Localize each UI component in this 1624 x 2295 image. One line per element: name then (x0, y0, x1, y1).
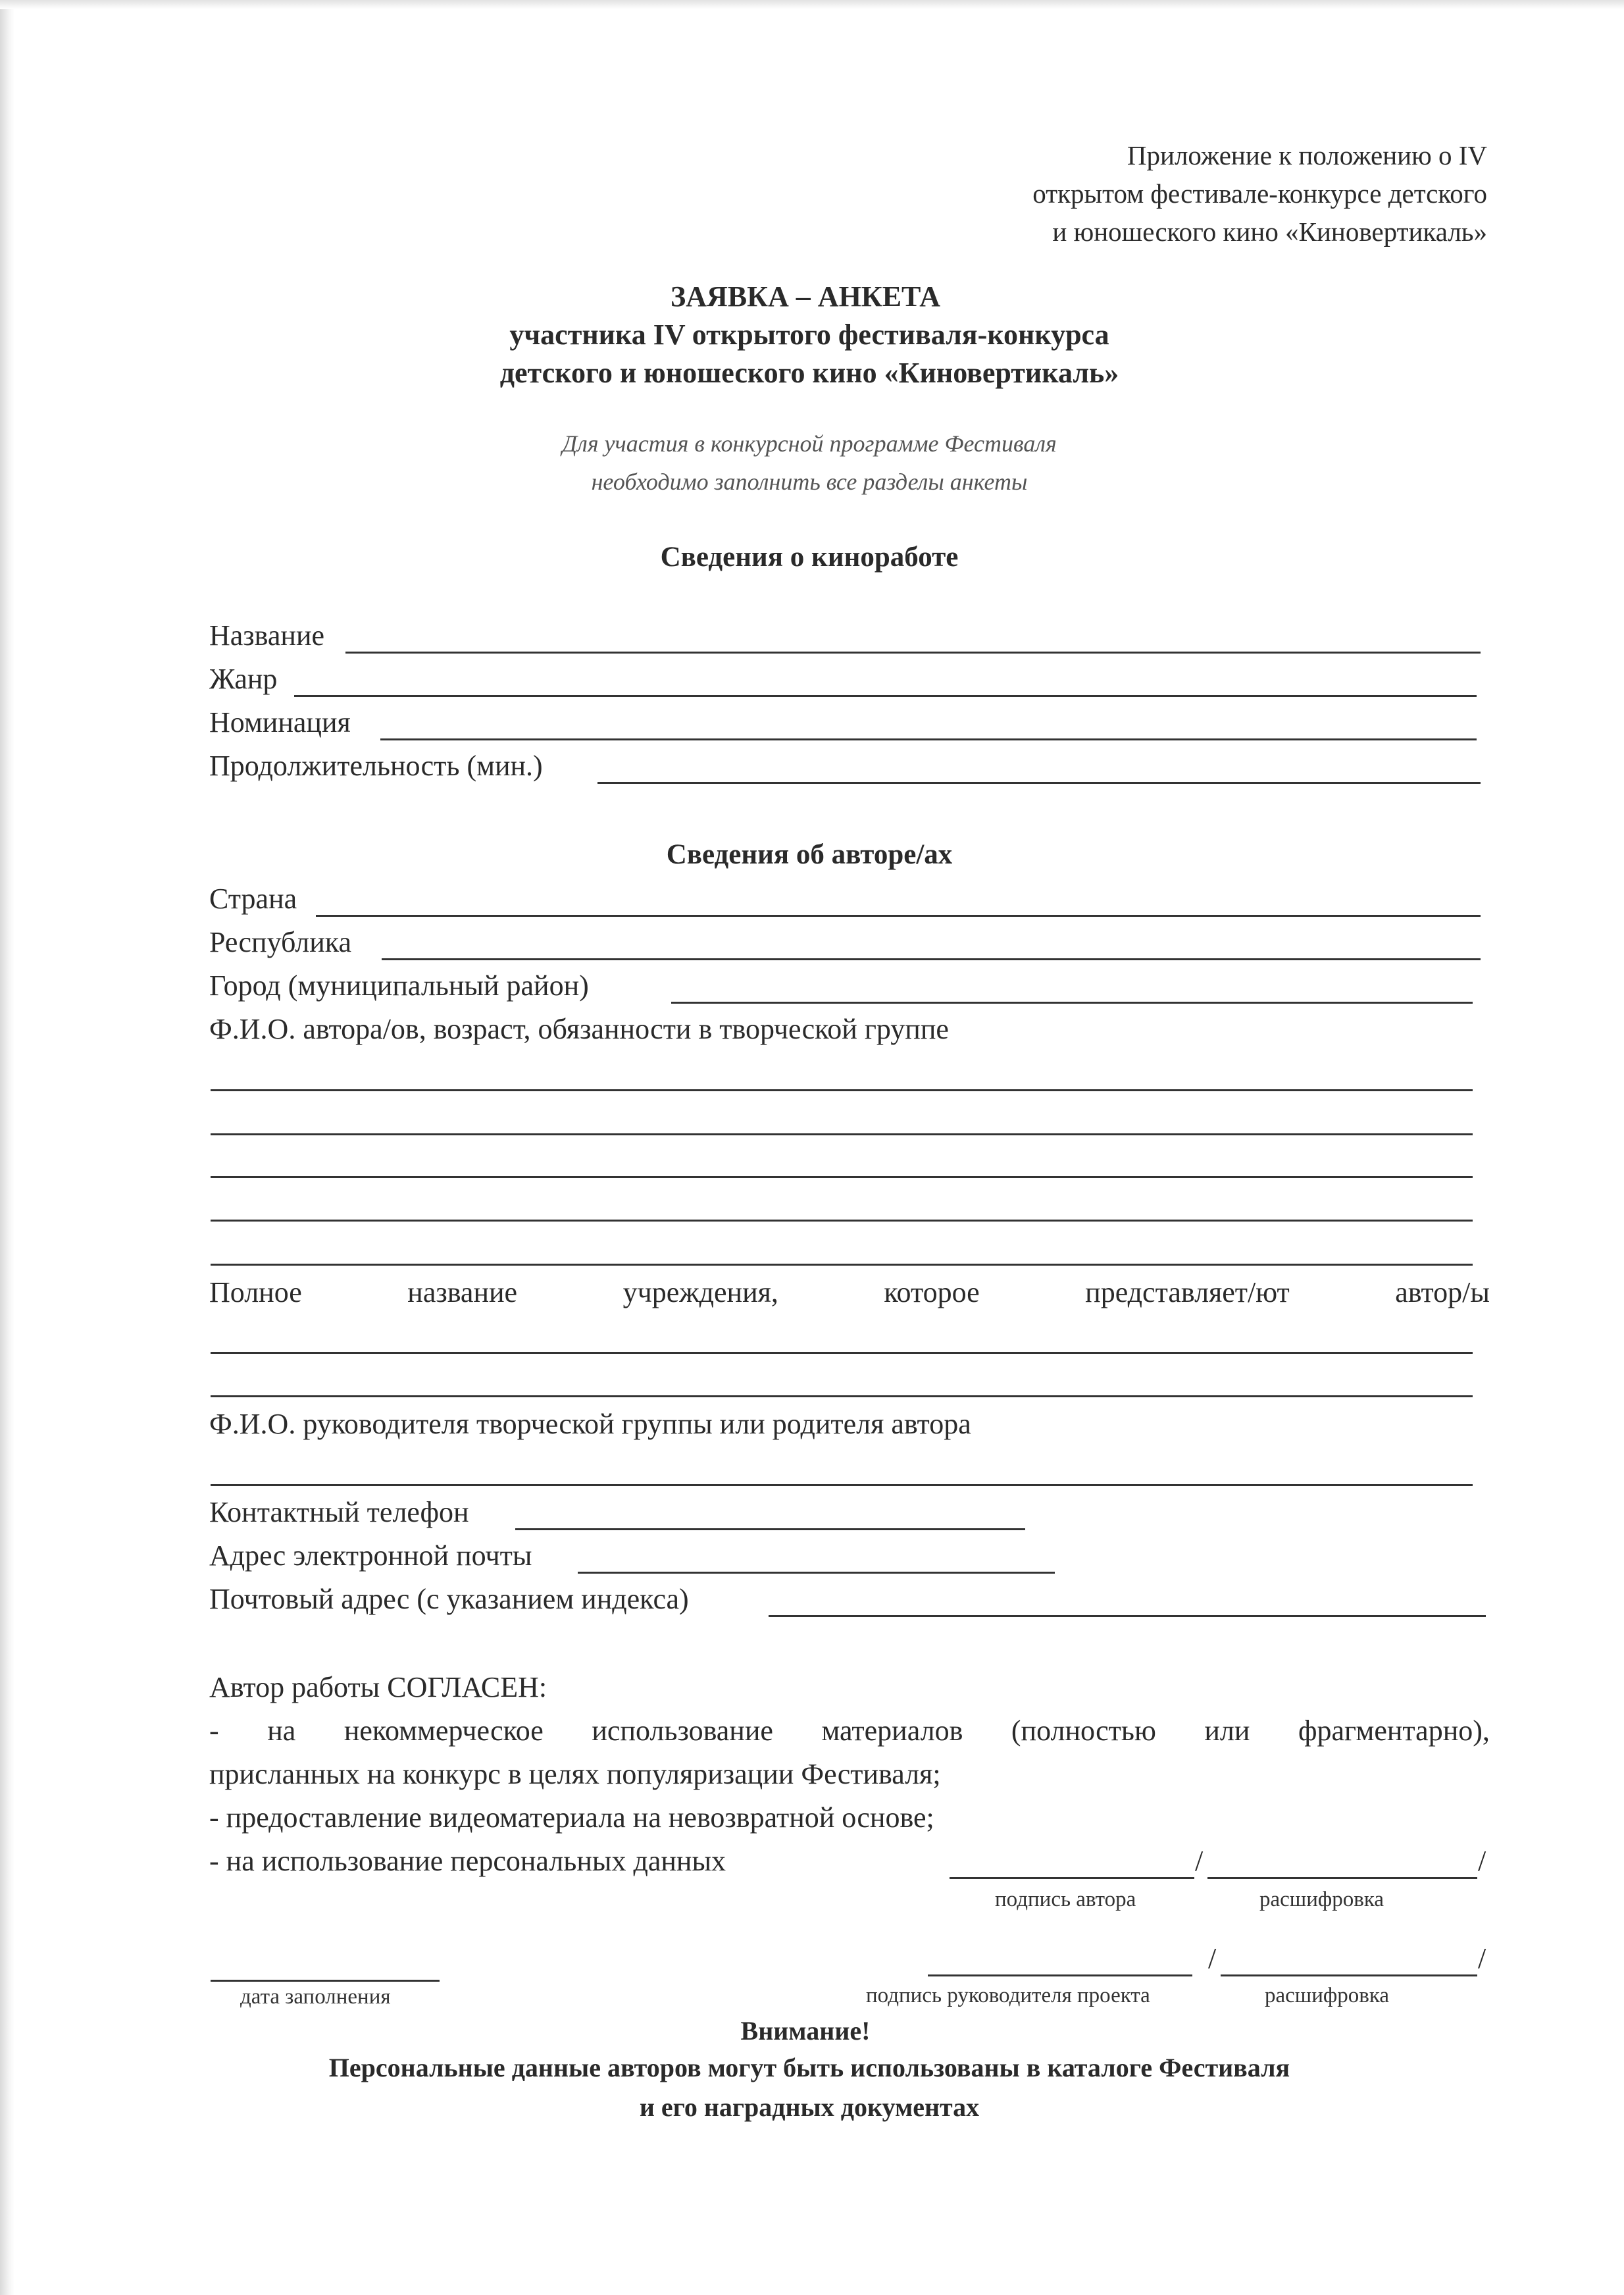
warning-line-1: Персональные данные авторов могут быть использованы в каталоге Фестиваля (328, 2053, 1290, 2082)
warning-heading: Внимание! (740, 2016, 871, 2046)
instruction-note-1: Для участия в конкурсной программе Фестиваля (562, 430, 1057, 457)
form-subtitle-2: детского и юношеского кино «Киновертикаль» (499, 357, 1119, 389)
consent-word-5: материалов (821, 1715, 963, 1747)
consent-word-1: - (209, 1715, 219, 1747)
postal-field-line[interactable] (769, 1615, 1486, 1617)
consent-heading: Автор работы СОГЛАСЕН: (209, 1671, 547, 1703)
consent-item-2: - предоставление видеоматериала на невозвратной основе; (209, 1801, 934, 1834)
form-title: ЗАЯВКА – АНКЕТА (671, 280, 940, 313)
appendix-line-1: Приложение к положению о IV (1127, 140, 1487, 170)
consent-item-3: - на использование персональных данных (209, 1845, 726, 1877)
warning-line-2: и его наградных документах (639, 2092, 980, 2122)
authors-field-label: Ф.И.О. автора/ов, возраст, обязанности в творческой группе (209, 1013, 949, 1045)
leader-transcript-caption: расшифровка (1265, 1984, 1390, 2007)
consent-word-2: на (267, 1715, 296, 1747)
country-field-line[interactable] (316, 915, 1481, 917)
leader-field-line[interactable] (211, 1484, 1473, 1486)
leader-signature-line[interactable] (928, 1974, 1192, 1976)
author-transcript-line[interactable] (1207, 1877, 1477, 1879)
leader-signature-caption: подпись руководителя проекта (866, 1984, 1150, 2007)
authors-field-line-4[interactable] (211, 1220, 1473, 1222)
author-transcript-caption: расшифровка (1259, 1888, 1384, 1911)
duration-field-line[interactable] (597, 782, 1481, 784)
author-signature-caption: подпись автора (995, 1888, 1136, 1911)
institution-word-2: название (407, 1276, 518, 1308)
consent-item-1-continuation: присланных на конкурс в целях популяризации Фестиваля; (209, 1758, 941, 1790)
consent-item-1 (209, 1714, 1490, 1747)
film-section-heading: Сведения о киноработе (660, 542, 959, 573)
genre-field-line[interactable] (294, 695, 1477, 697)
consent-word-8: фрагментарно), (1298, 1715, 1490, 1747)
institution-field-line-2[interactable] (211, 1395, 1473, 1397)
appendix-line-2: открытом фестивале-конкурсе детского (1032, 178, 1487, 209)
genre-field-label: Жанр (209, 663, 278, 695)
country-field-label: Страна (209, 883, 297, 915)
republic-field-line[interactable] (382, 958, 1481, 960)
email-field-label: Адрес электронной почты (209, 1539, 532, 1572)
author-section-heading: Сведения об авторе/ах (666, 839, 953, 870)
instruction-note-2: необходимо заполнить все разделы анкеты (591, 469, 1028, 495)
leader-field-label: Ф.И.О. руководителя творческой группы или родителя автора (209, 1408, 971, 1440)
institution-word-4: которое (884, 1276, 980, 1308)
nomination-field-line[interactable] (380, 738, 1477, 740)
consent-word-7: или (1204, 1715, 1250, 1747)
date-caption: дата заполнения (240, 1985, 391, 2009)
consent-word-6: (полностью (1011, 1715, 1156, 1747)
institution-word-5: представляет/ют (1085, 1276, 1290, 1308)
appendix-line-3: и юношеского кино «Киновертикаль» (1052, 217, 1487, 247)
authors-field-line-3[interactable] (211, 1176, 1473, 1178)
nomination-field-label: Номинация (209, 706, 351, 738)
authors-field-line-1[interactable] (211, 1089, 1473, 1091)
city-field-label: Город (муниципальный район) (209, 969, 589, 1002)
institution-word-1: Полное (209, 1276, 302, 1308)
title-field-line[interactable] (345, 652, 1481, 654)
leader-transcript-line[interactable] (1221, 1974, 1477, 1976)
email-field-line[interactable] (578, 1572, 1055, 1574)
institution-word-6: автор/ы (1395, 1276, 1490, 1308)
consent-word-3: некоммерческое (343, 1715, 544, 1747)
institution-field-label (209, 1276, 1490, 1309)
author-signature-slash-2: / (1478, 1845, 1486, 1877)
postal-field-label: Почтовый адрес (с указанием индекса) (209, 1583, 689, 1615)
authors-field-line-5[interactable] (211, 1264, 1473, 1266)
duration-field-label: Продолжительность (мин.) (209, 750, 543, 782)
phone-field-line[interactable] (515, 1528, 1025, 1530)
leader-signature-slash-2: / (1478, 1942, 1486, 1974)
republic-field-label: Республика (209, 926, 352, 958)
leader-signature-slash-1: / (1208, 1942, 1217, 1974)
date-line[interactable] (211, 1980, 440, 1982)
form-subtitle-1: участника IV открытого фестиваля-конкурса (509, 319, 1109, 351)
author-signature-line[interactable] (950, 1877, 1194, 1879)
phone-field-label: Контактный телефон (209, 1496, 469, 1528)
scan-page-top-edge (0, 0, 1624, 9)
title-field-label: Название (209, 619, 325, 652)
author-signature-slash-1: / (1195, 1845, 1204, 1877)
consent-word-4: использование (592, 1715, 773, 1747)
city-field-line[interactable] (671, 1002, 1473, 1004)
institution-field-line-1[interactable] (211, 1352, 1473, 1354)
institution-word-3: учреждения, (622, 1276, 778, 1308)
authors-field-line-2[interactable] (211, 1133, 1473, 1135)
